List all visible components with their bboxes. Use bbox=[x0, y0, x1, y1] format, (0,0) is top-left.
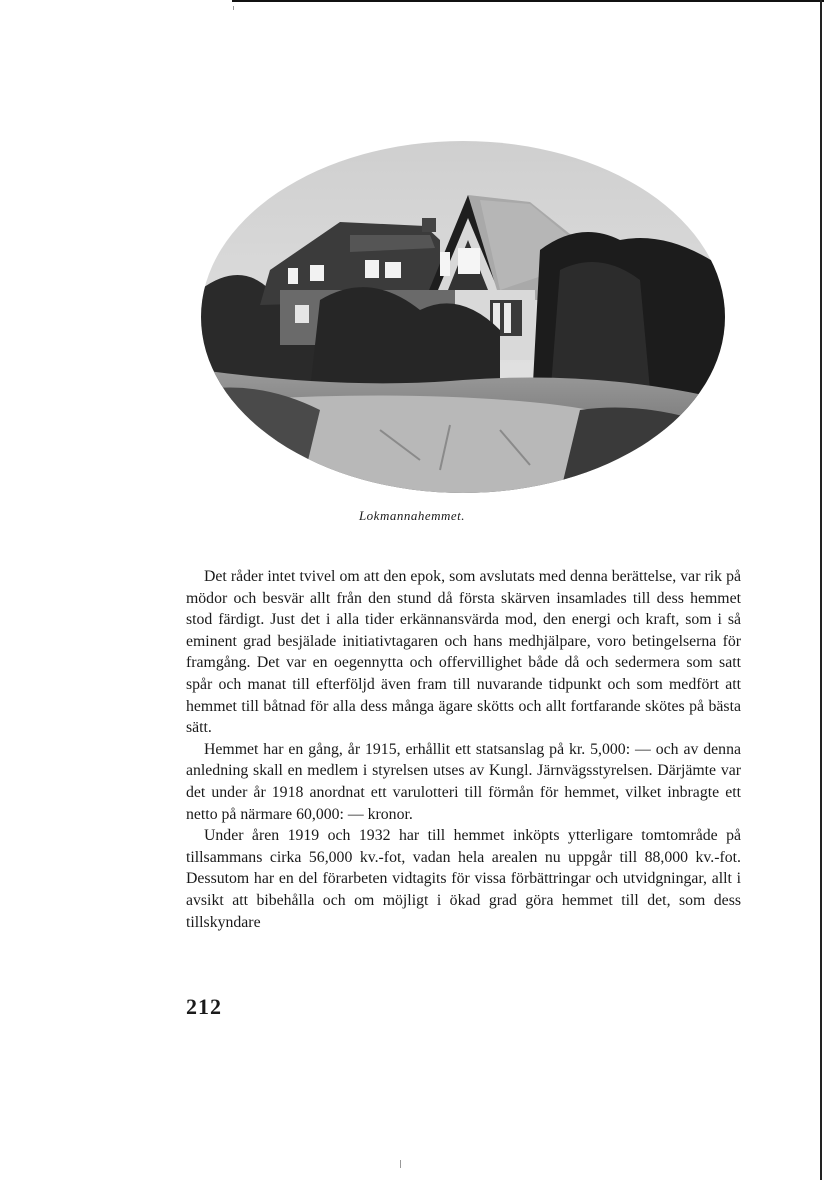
right-edge-rule bbox=[820, 0, 822, 1180]
body-text bbox=[186, 566, 741, 933]
photo-caption: Lokmannahemmet. bbox=[358, 508, 466, 523]
top-edge-rule bbox=[232, 0, 824, 2]
house-photo bbox=[200, 140, 726, 494]
house-photo-icon bbox=[200, 140, 726, 494]
paragraph-1: Det råder intet tvivel om att den epok, som avslutats med denna berättelse, var rik på mödor och besvär allt från den stund då första skärven insamlades till dess hemmet stod färdigt. Just det i alla tider erkännansvärda mod, den energi och kraft, som i så eminent grad besjälade initiativtagaren och hans medhjälpare, voro betingelserna för framgång. Det var en oegennytta och offervillighet både då och sedermera som satt spår och manat till efterföljd även fram till nuvarande tidpunkt och som medfört att hemmet till båtnad för alla dess många ägare skötts och allt fortfarande skötes på bästa sätt. bbox=[186, 568, 741, 737]
paragraph-2: Hemmet har en gång, år 1915, erhållit ett statsanslag på kr. 5,000: — och av denna anledning skall en medlem i styrelsen utses av Kungl. Järnvägsstyrelsen. Därjämte var det under år 1918 anordnat ett varulotteri till förmån för hemmet, vilket inbragte ett netto på närmare 60,000: — kronor. bbox=[186, 740, 741, 823]
scan-mark bbox=[400, 1160, 401, 1168]
page-number: 212 bbox=[186, 994, 222, 1019]
scan-mark bbox=[233, 6, 234, 10]
paragraph-3: Under åren 1919 och 1932 har till hemmet inköpts ytterligare tomtområde på tillsammans cirka 56,000 kv.-fot, vadan hela arealen nu uppgår till 88,000 kv.-fot. Dessutom har en del förarbeten vidtagits för vissa förbättringar och utvidgningar, allt i avsikt att bibehålla och om möjligt i ökad grad göra hemmet till det, som dess tillskyndare bbox=[186, 827, 741, 931]
